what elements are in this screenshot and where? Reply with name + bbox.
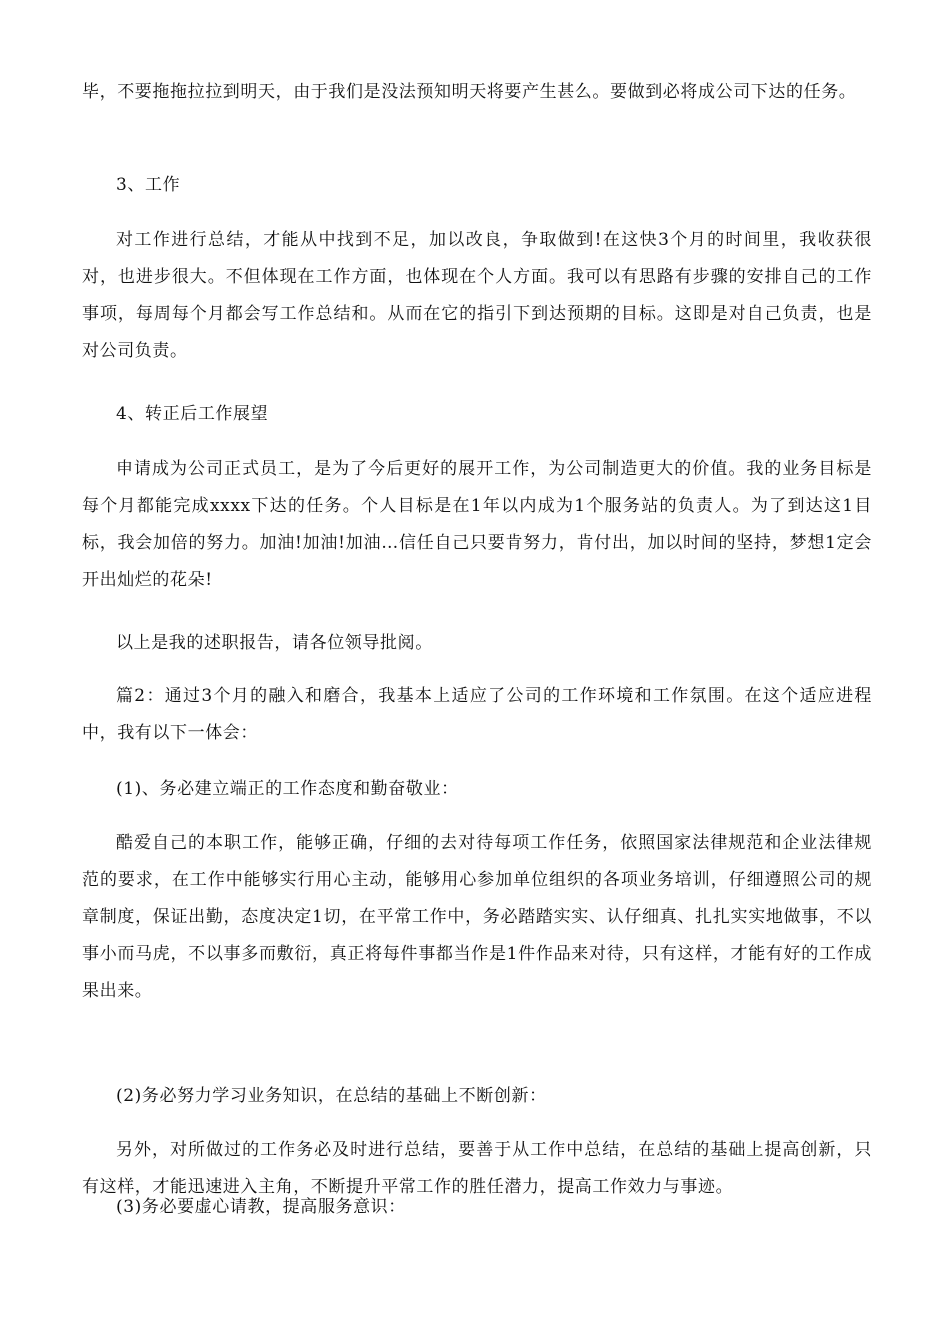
paragraph-closing: 以上是我的述职报告，请各位领导批阅。 [116, 633, 433, 653]
paragraph-outlook: 申请成为公司正式员工，是为了今后更好的展开工作，为公司制造更大的价值。我的业务目标是每个月都能完成xxxx下达的任务。个人目标是在1年以内成为1个服务站的负责人。为了到达这1目标，我会加倍的努力。加油!加油!加油…信任自己只要肯努力，肯付出，加以时间的坚持，梦想1定会开出灿烂的花朵! [82, 459, 872, 590]
paragraph-continuation: 毕，不要拖拖拉拉到明天，由于我们是没法预知明天将要产生甚么。要做到必将成公司下达的任务。 [82, 82, 857, 102]
section-heading-work: 3、工作 [116, 175, 181, 195]
subheading-attitude: (1)、务必建立端正的工作态度和勤奋敬业： [116, 779, 459, 799]
paragraph-learning: 另外，对所做过的工作务必及时进行总结，要善于从工作中总结，在总结的基础上提高创新，只有这样，才能迅速进入主角，不断提升平常工作的胜任潜力，提高工作效力与事迹。 [82, 1140, 872, 1197]
paragraph-work-summary: 对工作进行总结，才能从中找到不足，加以改良，争取做到!在这快3个月的时间里，我收获很对，也进步很大。不但体现在工作方面，也体现在个人方面。我可以有思路有步骤的安排自己的工作事项，每周每个月都会写工作总结和。从而在它的指引下到达预期的目标。这即是对自己负责，也是对公司负责。 [82, 230, 872, 361]
subheading-service: (3)务必要虚心请教，提高服务意识： [116, 1197, 406, 1217]
subheading-learning: (2)务必努力学习业务知识，在总结的基础上不断创新： [116, 1086, 547, 1106]
paragraph-attitude: 酷爱自己的本职工作，能够正确，仔细的去对待每项工作任务，依照国家法律规范和企业法律规范的要求，在工作中能够实行用心主动，能够用心参加单位组织的各项业务培训，仔细遵照公司的规章制度，保证出勤，态度决定1切，在平常工作中，务必踏踏实实、认仔细真、扎扎实实地做事，不以事小而马虎，不以事多而敷衍，真正将每件事都当作是1件作品来对待，只有这样，才能有好的工作成果出来。 [82, 833, 872, 1001]
paragraph-part-two-intro: 篇2：通过3个月的融入和磨合，我基本上适应了公司的工作环境和工作氛围。在这个适应进程中，我有以下一体会： [82, 686, 872, 743]
section-heading-outlook: 4、转正后工作展望 [116, 404, 269, 424]
